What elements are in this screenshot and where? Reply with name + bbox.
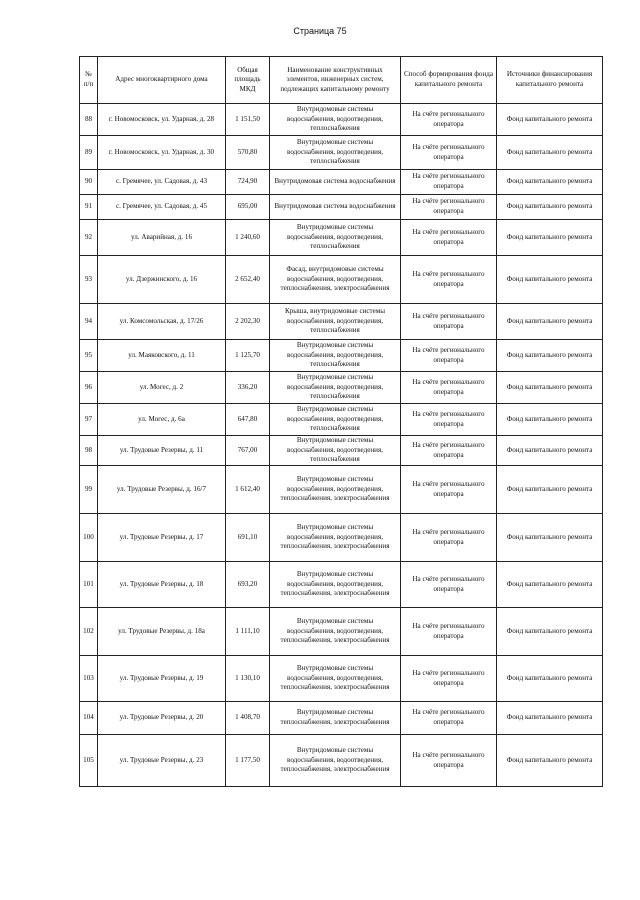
row-address: ул. Трудовые Резервы, д. 18: [98, 562, 226, 608]
row-method: На счёте регионального оператора: [401, 340, 497, 372]
row-address: ул. Трудовые Резервы, д. 19: [98, 656, 226, 702]
row-source: Фонд капитального ремонта: [497, 104, 603, 136]
row-number: 92: [80, 220, 98, 256]
row-number: 94: [80, 304, 98, 340]
row-source: Фонд капитального ремонта: [497, 562, 603, 608]
table-header: [80, 57, 603, 104]
row-area: 1 612,40: [226, 466, 270, 514]
row-area: 1 125,70: [226, 340, 270, 372]
row-method: На счёте регионального оператора: [401, 656, 497, 702]
row-elements: Крыша, внутридомовые системы водоснабжения, водоотведения, теплоснабжения: [270, 304, 401, 340]
row-number: 96: [80, 372, 98, 404]
row-source: Фонд капитального ремонта: [497, 466, 603, 514]
table-row: [80, 436, 603, 466]
row-address: ул. Трудовые Резервы, д. 18а: [98, 608, 226, 656]
row-area: 2 202,30: [226, 304, 270, 340]
row-number: 98: [80, 436, 98, 466]
row-area: 647,80: [226, 404, 270, 436]
row-source: Фонд капитального ремонта: [497, 195, 603, 220]
row-source: Фонд капитального ремонта: [497, 656, 603, 702]
table-row: [80, 340, 603, 372]
table-row: [80, 220, 603, 256]
page-title: Страница 75: [293, 26, 347, 36]
header-row: [80, 57, 603, 104]
row-number: 101: [80, 562, 98, 608]
row-source: Фонд капитального ремонта: [497, 735, 603, 787]
row-elements: Внутридомовые системы водоснабжения, водоотведения, теплоснабжения: [270, 404, 401, 436]
row-method: На счёте регионального оператора: [401, 562, 497, 608]
table-row: [80, 136, 603, 170]
row-number: 93: [80, 256, 98, 304]
row-elements: Внутридомовые системы водоснабжения, водоотведения, теплоснабжения, электроснабжения: [270, 466, 401, 514]
row-source: Фонд капитального ремонта: [497, 340, 603, 372]
row-elements: Внутридомовые системы водоснабжения, водоотведения, теплоснабжения, электроснабжения: [270, 656, 401, 702]
row-source: Фонд капитального ремонта: [497, 304, 603, 340]
row-method: На счёте регионального оператора: [401, 304, 497, 340]
row-address: г. Новомосковск, ул. Ударная, д. 30: [98, 136, 226, 170]
row-method: На счёте регионального оператора: [401, 436, 497, 466]
header-area: Общая площадь МКД: [226, 57, 270, 104]
row-area: 1 151,50: [226, 104, 270, 136]
row-area: 691,10: [226, 514, 270, 562]
row-area: 2 652,40: [226, 256, 270, 304]
row-source: Фонд капитального ремонта: [497, 514, 603, 562]
row-area: 724,90: [226, 170, 270, 195]
row-area: 1 240,60: [226, 220, 270, 256]
row-address: с. Гремячее, ул. Садовая, д. 45: [98, 195, 226, 220]
repair-table: [79, 56, 603, 787]
row-address: ул. Маяковского, д. 11: [98, 340, 226, 372]
row-number: 100: [80, 514, 98, 562]
row-area: 1 408,70: [226, 702, 270, 735]
row-area: 336,20: [226, 372, 270, 404]
row-number: 104: [80, 702, 98, 735]
table-row: [80, 466, 603, 514]
row-method: На счёте регионального оператора: [401, 220, 497, 256]
row-source: Фонд капитального ремонта: [497, 136, 603, 170]
row-number: 105: [80, 735, 98, 787]
row-address: ул. Могес, д. 6а: [98, 404, 226, 436]
row-area: 693,20: [226, 562, 270, 608]
row-address: ул. Дзержинского, д. 16: [98, 256, 226, 304]
row-elements: Внутридомовые системы водоснабжения, водоотведения, теплоснабжения: [270, 372, 401, 404]
table-row: [80, 104, 603, 136]
table-body: [80, 104, 603, 787]
row-source: Фонд капитального ремонта: [497, 256, 603, 304]
row-number: 103: [80, 656, 98, 702]
row-source: Фонд капитального ремонта: [497, 404, 603, 436]
row-method: На счёте регионального оператора: [401, 195, 497, 220]
row-elements: Внутридомовые системы водоснабжения, водоотведения, теплоснабжения: [270, 220, 401, 256]
row-address: г. Новомосковск, ул. Ударная, д. 28: [98, 104, 226, 136]
row-elements: Внутридомовые системы водоснабжения, водоотведения, теплоснабжения, электроснабжения: [270, 608, 401, 656]
table-row: [80, 608, 603, 656]
row-method: На счёте регионального оператора: [401, 608, 497, 656]
row-number: 102: [80, 608, 98, 656]
row-number: 99: [80, 466, 98, 514]
row-elements: Внутридомовые системы теплоснабжения, электроснабжения: [270, 702, 401, 735]
row-address: ул. Трудовые Резервы, д. 17: [98, 514, 226, 562]
row-method: На счёте регионального оператора: [401, 514, 497, 562]
row-source: Фонд капитального ремонта: [497, 702, 603, 735]
row-method: На счёте регионального оператора: [401, 404, 497, 436]
row-area: 1 130,10: [226, 656, 270, 702]
row-number: 90: [80, 170, 98, 195]
table-row: [80, 702, 603, 735]
header-elements: Наименование конструктивных элементов, инженерных систем, подлежащих капитальному ремонту: [270, 57, 401, 104]
row-elements: Внутридомовые системы водоснабжения, водоотведения, теплоснабжения: [270, 104, 401, 136]
row-number: 95: [80, 340, 98, 372]
row-address: ул. Трудовые Резервы, д. 23: [98, 735, 226, 787]
header-source: Источники финансирования капитального ремонта: [497, 57, 603, 104]
row-elements: Внутридомовые системы водоснабжения, водоотведения, теплоснабжения: [270, 436, 401, 466]
row-area: 767,00: [226, 436, 270, 466]
row-source: Фонд капитального ремонта: [497, 170, 603, 195]
row-method: На счёте регионального оператора: [401, 256, 497, 304]
row-method: На счёте регионального оператора: [401, 372, 497, 404]
row-source: Фонд капитального ремонта: [497, 372, 603, 404]
row-area: 695,00: [226, 195, 270, 220]
row-elements: Внутридомовые системы водоснабжения, водоотведения, теплоснабжения: [270, 136, 401, 170]
table-row: [80, 304, 603, 340]
row-method: На счёте регионального оператора: [401, 466, 497, 514]
row-address: ул. Могес, д. 2: [98, 372, 226, 404]
row-address: ул. Трудовые Резервы, д. 20: [98, 702, 226, 735]
table-row: [80, 514, 603, 562]
table-row: [80, 656, 603, 702]
table-row: [80, 562, 603, 608]
row-source: Фонд капитального ремонта: [497, 220, 603, 256]
row-address: с. Гремячее, ул. Садовая, д. 43: [98, 170, 226, 195]
row-method: На счёте регионального оператора: [401, 104, 497, 136]
row-number: 97: [80, 404, 98, 436]
row-area: 570,80: [226, 136, 270, 170]
table-row: [80, 256, 603, 304]
row-number: 89: [80, 136, 98, 170]
row-elements: Внутридомовые системы водоснабжения, водоотведения, теплоснабжения, электроснабжения: [270, 735, 401, 787]
header-address: Адрес многоквартирного дома: [98, 57, 226, 104]
row-elements: Фасад, внутридомовые системы водоснабжения, водоотведения, теплоснабжения, электроснабжения: [270, 256, 401, 304]
header-method: Способ формирования фонда капитального ремонта: [401, 57, 497, 104]
row-source: Фонд капитального ремонта: [497, 608, 603, 656]
row-source: Фонд капитального ремонта: [497, 436, 603, 466]
row-area: 1 111,10: [226, 608, 270, 656]
row-elements: Внутридомовые системы водоснабжения, водоотведения, теплоснабжения, электроснабжения: [270, 514, 401, 562]
row-elements: Внутридомовые системы водоснабжения, водоотведения, теплоснабжения, электроснабжения: [270, 562, 401, 608]
row-number: 88: [80, 104, 98, 136]
table-row: [80, 735, 603, 787]
row-elements: Внутридомовая система водоснабжения: [270, 170, 401, 195]
header-number: № п/п: [80, 57, 98, 104]
row-method: На счёте регионального оператора: [401, 136, 497, 170]
row-number: 91: [80, 195, 98, 220]
row-area: 1 177,50: [226, 735, 270, 787]
row-address: ул. Трудовые Резервы, д. 16/7: [98, 466, 226, 514]
row-address: ул. Аварийная, д. 16: [98, 220, 226, 256]
row-elements: Внутридомовая система водоснабжения: [270, 195, 401, 220]
table-row: [80, 170, 603, 195]
row-elements: Внутридомовые системы водоснабжения, водоотведения, теплоснабжения: [270, 340, 401, 372]
row-address: ул. Трудовые Резервы, д. 11: [98, 436, 226, 466]
table-row: [80, 372, 603, 404]
row-address: ул. Комсомольская, д. 17/26: [98, 304, 226, 340]
row-method: На счёте регионального оператора: [401, 735, 497, 787]
table-row: [80, 195, 603, 220]
row-method: На счёте регионального оператора: [401, 702, 497, 735]
table-row: [80, 404, 603, 436]
row-method: На счёте регионального оператора: [401, 170, 497, 195]
